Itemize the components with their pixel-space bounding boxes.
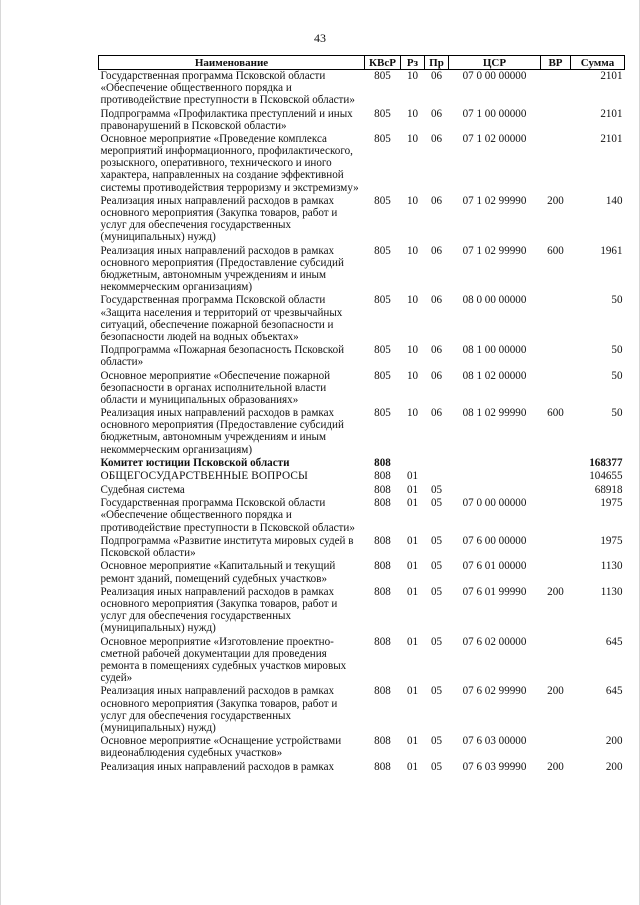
cell-sum: 1130 [600, 586, 623, 598]
cell-vr [541, 484, 571, 497]
cell-kvsr: 805 [374, 407, 391, 420]
cell-pr: 05 [430, 483, 443, 496]
budget-table [98, 55, 625, 774]
header-name: Наименование [99, 56, 365, 70]
cell-rz: 10 [406, 194, 419, 207]
cell-csr: 07 1 02 99990 [462, 194, 527, 207]
cell-vr [541, 344, 571, 370]
cell-sum: 2101 [600, 133, 623, 146]
cell-sum: 140 [605, 194, 623, 207]
cell-kvsr: 805 [374, 107, 391, 120]
table-row [99, 761, 625, 774]
cell-sum: 50 [611, 407, 623, 420]
table-row [99, 636, 625, 686]
cell-rz: 10 [406, 369, 419, 382]
cell-pr: 05 [430, 534, 443, 547]
cell-name: Реализация иных направлений расходов в рамках основного мероприятия (Предоставление субсидий бюджетным, автономным учреждениям и иным некоммерческим организациям) [100, 407, 344, 456]
cell-kvsr: 805 [374, 70, 391, 82]
cell-csr [449, 484, 541, 497]
cell-pr: 06 [430, 107, 443, 120]
cell-vr [541, 370, 571, 408]
cell-rz: 01 [406, 685, 419, 698]
cell-csr: 07 6 02 00000 [462, 635, 527, 648]
cell-pr: 06 [430, 70, 443, 82]
cell-sum: 50 [611, 344, 623, 357]
cell-name: Реализация иных направлений расходов в рамках основного мероприятия (Закупка товаров, работ и услуг для обеспечения государственных (муниципальных) нужд) [100, 194, 338, 244]
cell-name: ОБЩЕГОСУДАРСТВЕННЫЕ ВОПРОСЫ [100, 470, 308, 483]
cell-pr: 05 [430, 560, 443, 573]
cell-sum: 1975 [600, 497, 623, 510]
cell-csr: 07 6 01 99990 [462, 586, 527, 598]
cell-csr: 07 6 03 99990 [462, 760, 527, 773]
cell-rz: 01 [406, 735, 419, 748]
cell-csr: 07 0 00 00000 [462, 497, 527, 510]
cell-rz: 01 [406, 534, 419, 547]
table-row [99, 344, 625, 370]
table-row [99, 497, 625, 535]
cell-rz: 01 [406, 560, 419, 573]
cell-pr: 06 [430, 344, 443, 357]
cell-vr [541, 535, 571, 561]
cell-name: Подпрограмма «Развитие института мировых судей в Псковской области» [100, 534, 354, 560]
table-row [99, 70, 625, 108]
scan-edge-left [0, 0, 1, 905]
cell-csr: 07 1 02 00000 [462, 133, 527, 146]
cell-rz: 10 [406, 407, 419, 420]
cell-kvsr: 808 [374, 560, 391, 573]
cell-rz: 10 [406, 70, 419, 82]
cell-vr [541, 560, 571, 586]
cell-sum: 50 [611, 294, 623, 307]
header-sum: Сумма [571, 56, 625, 70]
cell-csr: 07 1 00 00000 [462, 107, 527, 120]
table-row [99, 685, 625, 735]
cell-kvsr: 805 [374, 194, 391, 207]
cell-kvsr: 808 [374, 685, 391, 698]
table-row [99, 457, 625, 470]
cell-vr: 200 [547, 586, 564, 598]
table-row [99, 245, 625, 295]
cell-name: Основное мероприятие «Обеспечение пожарной безопасности в органах исполнительной власти области и муниципальных образованиях» [100, 369, 331, 406]
cell-name: Государственная программа Псковской области «Обеспечение общественного порядка и противодействие преступности в Псковской области» [100, 70, 355, 107]
cell-vr [541, 133, 571, 195]
table-row [99, 470, 625, 483]
cell-kvsr: 808 [374, 470, 391, 483]
cell-sum: 200 [605, 760, 623, 773]
cell-name: Подпрограмма «Пожарная безопасность Псковской области» [100, 344, 345, 369]
cell-rz: 01 [406, 497, 419, 510]
cell-name: Государственная программа Псковской области «Защита населения и территорий от чрезвычайных ситуаций, обеспечение пожарной безопасности и безопасности людей на водных объектах» [100, 294, 343, 343]
cell-pr: 06 [430, 194, 443, 207]
cell-pr: 05 [430, 586, 443, 598]
table-row [99, 586, 625, 636]
cell-kvsr: 808 [374, 483, 391, 496]
cell-rz: 10 [406, 133, 419, 146]
cell-csr: 07 1 02 99990 [462, 244, 527, 257]
cell-csr: 08 1 00 00000 [462, 344, 527, 357]
cell-pr: 06 [430, 369, 443, 382]
header-rz: Рз [401, 56, 425, 70]
table-row [99, 484, 625, 497]
cell-name: Реализация иных направлений расходов в рамках основного мероприятия (Закупка товаров, работ и услуг для обеспечения государственных (муниципальных) нужд) [100, 586, 338, 635]
cell-csr: 07 6 01 00000 [462, 560, 527, 573]
cell-sum: 200 [605, 735, 623, 748]
header-kvsr: КВсР [365, 56, 401, 70]
cell-sum: 2101 [600, 70, 623, 82]
table-row [99, 108, 625, 134]
table-body [99, 70, 625, 775]
cell-csr: 07 0 00 00000 [462, 70, 527, 82]
cell-sum: 168377 [589, 457, 623, 469]
cell-pr: 06 [430, 407, 443, 420]
cell-rz: 10 [406, 294, 419, 307]
cell-kvsr: 808 [374, 497, 391, 510]
cell-sum: 2101 [600, 107, 623, 120]
cell-sum: 68918 [594, 483, 623, 496]
cell-csr: 08 0 00 00000 [462, 294, 527, 307]
cell-vr [541, 636, 571, 686]
header-csr: ЦСР [449, 56, 541, 70]
cell-pr: 05 [430, 497, 443, 510]
cell-pr: 05 [430, 760, 443, 773]
cell-kvsr: 805 [374, 344, 391, 357]
table-row [99, 407, 625, 457]
cell-pr: 06 [430, 244, 443, 257]
cell-vr: 200 [547, 194, 564, 207]
cell-kvsr: 808 [374, 635, 391, 648]
cell-name: Комитет юстиции Псковской области [100, 457, 290, 469]
cell-rz: 01 [406, 635, 419, 648]
cell-name: Судебная система [100, 483, 185, 496]
table-row [99, 560, 625, 586]
cell-name: Основное мероприятие «Проведение комплекса мероприятий информационного, профилактического, розыскного, оперативного, технического и иного характера, направленных на создание эффективной системы противодействия терроризму и экстремизму» [100, 133, 359, 194]
table-row [99, 370, 625, 408]
cell-rz: 10 [406, 244, 419, 257]
cell-vr: 200 [547, 760, 564, 773]
cell-pr: 05 [430, 635, 443, 648]
cell-name: Реализация иных направлений расходов в рамках основного мероприятия (Закупка товаров, работ и услуг для обеспечения государственных (муниципальных) нужд) [100, 685, 338, 734]
cell-csr: 07 6 02 99990 [462, 685, 527, 698]
cell-sum: 1975 [600, 534, 623, 547]
table-row [99, 735, 625, 761]
table-row [99, 535, 625, 561]
cell-kvsr: 805 [374, 133, 391, 146]
cell-kvsr: 805 [374, 369, 391, 382]
cell-kvsr: 808 [374, 457, 391, 469]
cell-csr: 08 1 02 00000 [462, 369, 527, 382]
cell-csr: 07 6 03 00000 [462, 735, 527, 748]
cell-vr [541, 294, 571, 344]
cell-name: Основное мероприятие «Изготовление проектно-сметной рабочей документации для проведения ремонта в помещениях судебных участков мировых судей» [100, 635, 347, 684]
cell-sum: 50 [611, 369, 623, 382]
cell-csr [449, 457, 541, 470]
cell-sum: 104655 [589, 470, 623, 483]
header-vr: ВР [541, 56, 571, 70]
cell-sum: 645 [605, 685, 623, 698]
cell-pr [425, 470, 449, 483]
cell-name: Реализация иных направлений расходов в рамках [100, 760, 335, 773]
cell-rz: 01 [406, 760, 419, 773]
cell-vr [541, 457, 571, 470]
cell-rz: 01 [406, 483, 419, 496]
table-header-row [99, 56, 625, 70]
cell-vr [541, 70, 571, 108]
cell-rz: 01 [406, 586, 419, 598]
cell-csr [449, 470, 541, 483]
cell-kvsr: 808 [374, 735, 391, 748]
cell-vr [541, 470, 571, 483]
cell-csr: 08 1 02 99990 [462, 407, 527, 420]
cell-rz: 10 [406, 344, 419, 357]
cell-name: Основное мероприятие «Оснащение устройствами видеонаблюдения судебных участков» [100, 735, 342, 760]
cell-vr: 600 [547, 407, 564, 420]
table-row [99, 294, 625, 344]
cell-name: Подпрограмма «Профилактика преступлений и иных правонарушений в Псковской области» [100, 107, 353, 132]
cell-pr: 06 [430, 294, 443, 307]
cell-vr [541, 735, 571, 761]
cell-name: Реализация иных направлений расходов в рамках основного мероприятия (Предоставление субсидий бюджетным, автономным учреждениям и иным некоммерческим организациям) [100, 244, 344, 293]
cell-rz: 01 [406, 470, 419, 483]
cell-pr: 05 [430, 735, 443, 748]
cell-rz: 10 [406, 107, 419, 120]
cell-pr: 06 [430, 133, 443, 146]
page-number: 43 [314, 31, 326, 45]
table-row [99, 133, 625, 195]
cell-vr: 600 [547, 244, 564, 257]
cell-kvsr: 808 [374, 760, 391, 773]
cell-kvsr: 808 [374, 534, 391, 547]
cell-sum: 645 [605, 635, 623, 648]
cell-name: Основное мероприятие «Капитальный и текущий ремонт зданий, помещений судебных участков» [100, 560, 336, 585]
cell-pr [425, 457, 449, 470]
cell-rz [401, 457, 425, 470]
cell-sum: 1130 [600, 560, 623, 573]
cell-vr: 200 [547, 685, 564, 698]
cell-sum: 1961 [600, 244, 623, 257]
cell-kvsr: 808 [374, 586, 391, 598]
cell-kvsr: 805 [374, 244, 391, 257]
header-pr: Пр [425, 56, 449, 70]
cell-pr: 05 [430, 685, 443, 698]
cell-kvsr: 805 [374, 294, 391, 307]
cell-vr [541, 497, 571, 535]
table-row [99, 195, 625, 245]
cell-vr [541, 108, 571, 134]
cell-csr: 07 6 00 00000 [462, 534, 527, 547]
cell-name: Государственная программа Псковской области «Обеспечение общественного порядка и противодействие преступности в Псковской области» [100, 497, 355, 534]
